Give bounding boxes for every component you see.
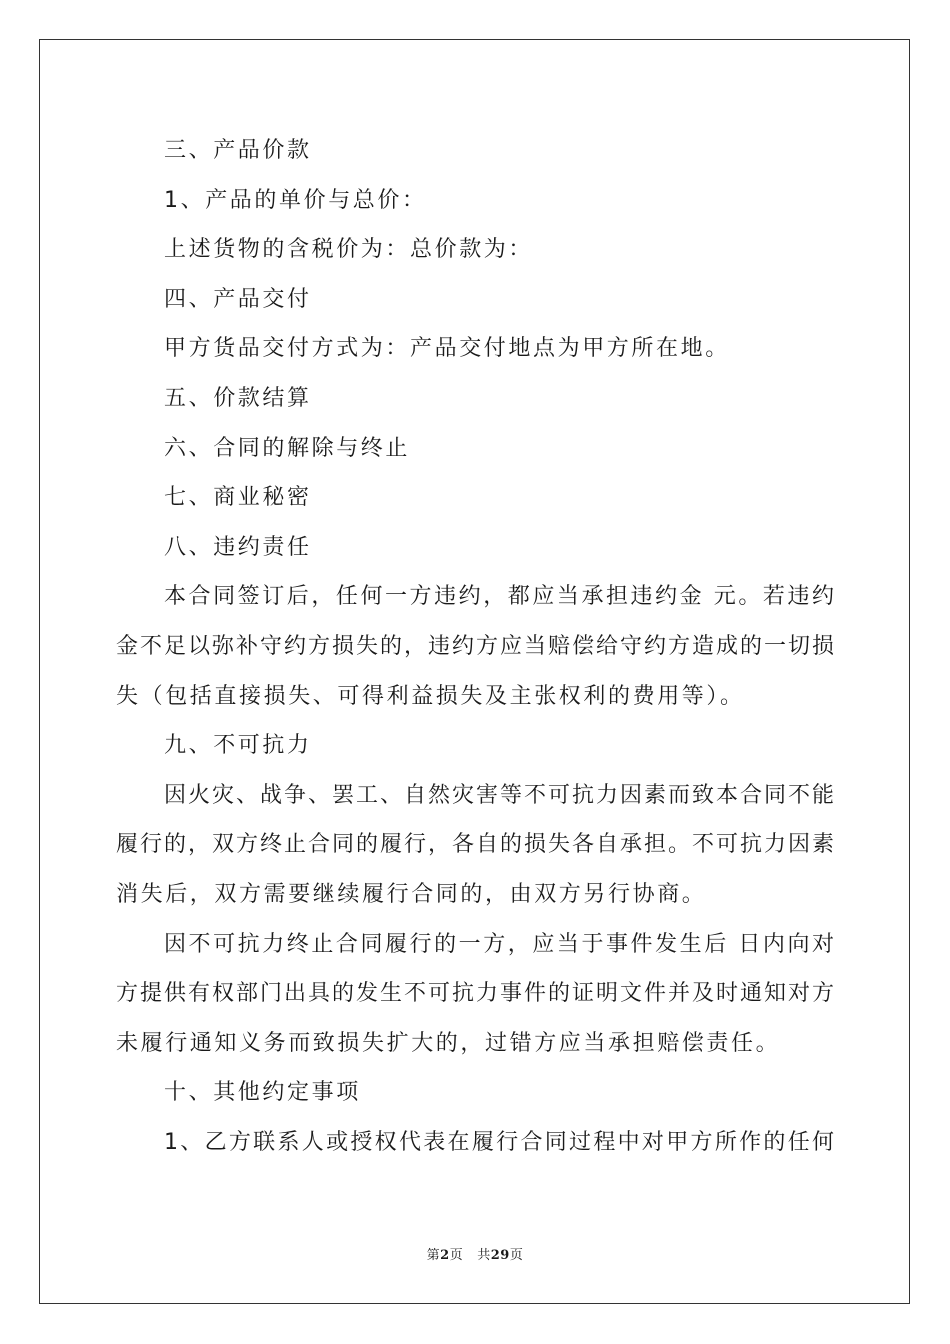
text-line: 因火灾、战争、罢工、自然灾害等不可抗力因素而致本合同不能 <box>164 782 834 808</box>
text-line: 因不可抗力终止合同履行的一方，应当于事件发生后 日内向对 <box>164 931 834 957</box>
footer-total-suffix: 页 <box>509 1248 524 1263</box>
text-line: 本合同签订后，任何一方违约，都应当承担违约金 元。若违约 <box>164 584 834 610</box>
text-line: 方提供有权部门出具的发生不可抗力事件的证明文件并及时通知对方 <box>116 981 834 1007</box>
text-line: 消失后，双方需要继续履行合同的，由双方另行协商。 <box>116 881 707 907</box>
footer-page-prefix: 第 <box>426 1248 441 1263</box>
text-line: 上述货物的含税价为：总价款为： <box>164 237 534 263</box>
footer-total-pages: 29 <box>490 1248 510 1263</box>
text-line: 九、不可抗力 <box>164 733 312 759</box>
text-line: 五、价款结算 <box>164 385 312 411</box>
page-footer <box>0 1244 950 1263</box>
document-body <box>116 126 834 1167</box>
footer-page-number: 2 <box>440 1248 450 1263</box>
text-line: 十、其他约定事项 <box>164 1080 361 1106</box>
text-line: 甲方货品交付方式为：产品交付地点为甲方所在地。 <box>164 336 730 362</box>
text-line: 七、商业秘密 <box>164 485 312 511</box>
text-line: 未履行通知义务而致损失扩大的，过错方应当承担赔偿责任。 <box>116 1030 781 1056</box>
text-line: 失（包括直接损失、可得利益损失及主张权利的费用等）。 <box>116 683 745 709</box>
text-line: 六、合同的解除与终止 <box>164 435 411 461</box>
text-line: 1、乙方联系人或授权代表在履行合同过程中对甲方所作的任何 <box>164 1129 834 1155</box>
text-line: 1、产品的单价与总价： <box>164 187 427 213</box>
footer-total-prefix: 共 <box>477 1248 491 1263</box>
text-line: 履行的，双方终止合同的履行，各自的损失各自承担。不可抗力因素 <box>116 832 834 858</box>
text-line: 四、产品交付 <box>164 286 312 312</box>
text-line: 三、产品价款 <box>164 138 312 163</box>
text-line: 金不足以弥补守约方损失的，违约方应当赔偿给守约方造成的一切损 <box>116 633 834 659</box>
footer-page-suffix: 页 <box>449 1248 464 1263</box>
text-line: 八、违约责任 <box>164 534 312 560</box>
